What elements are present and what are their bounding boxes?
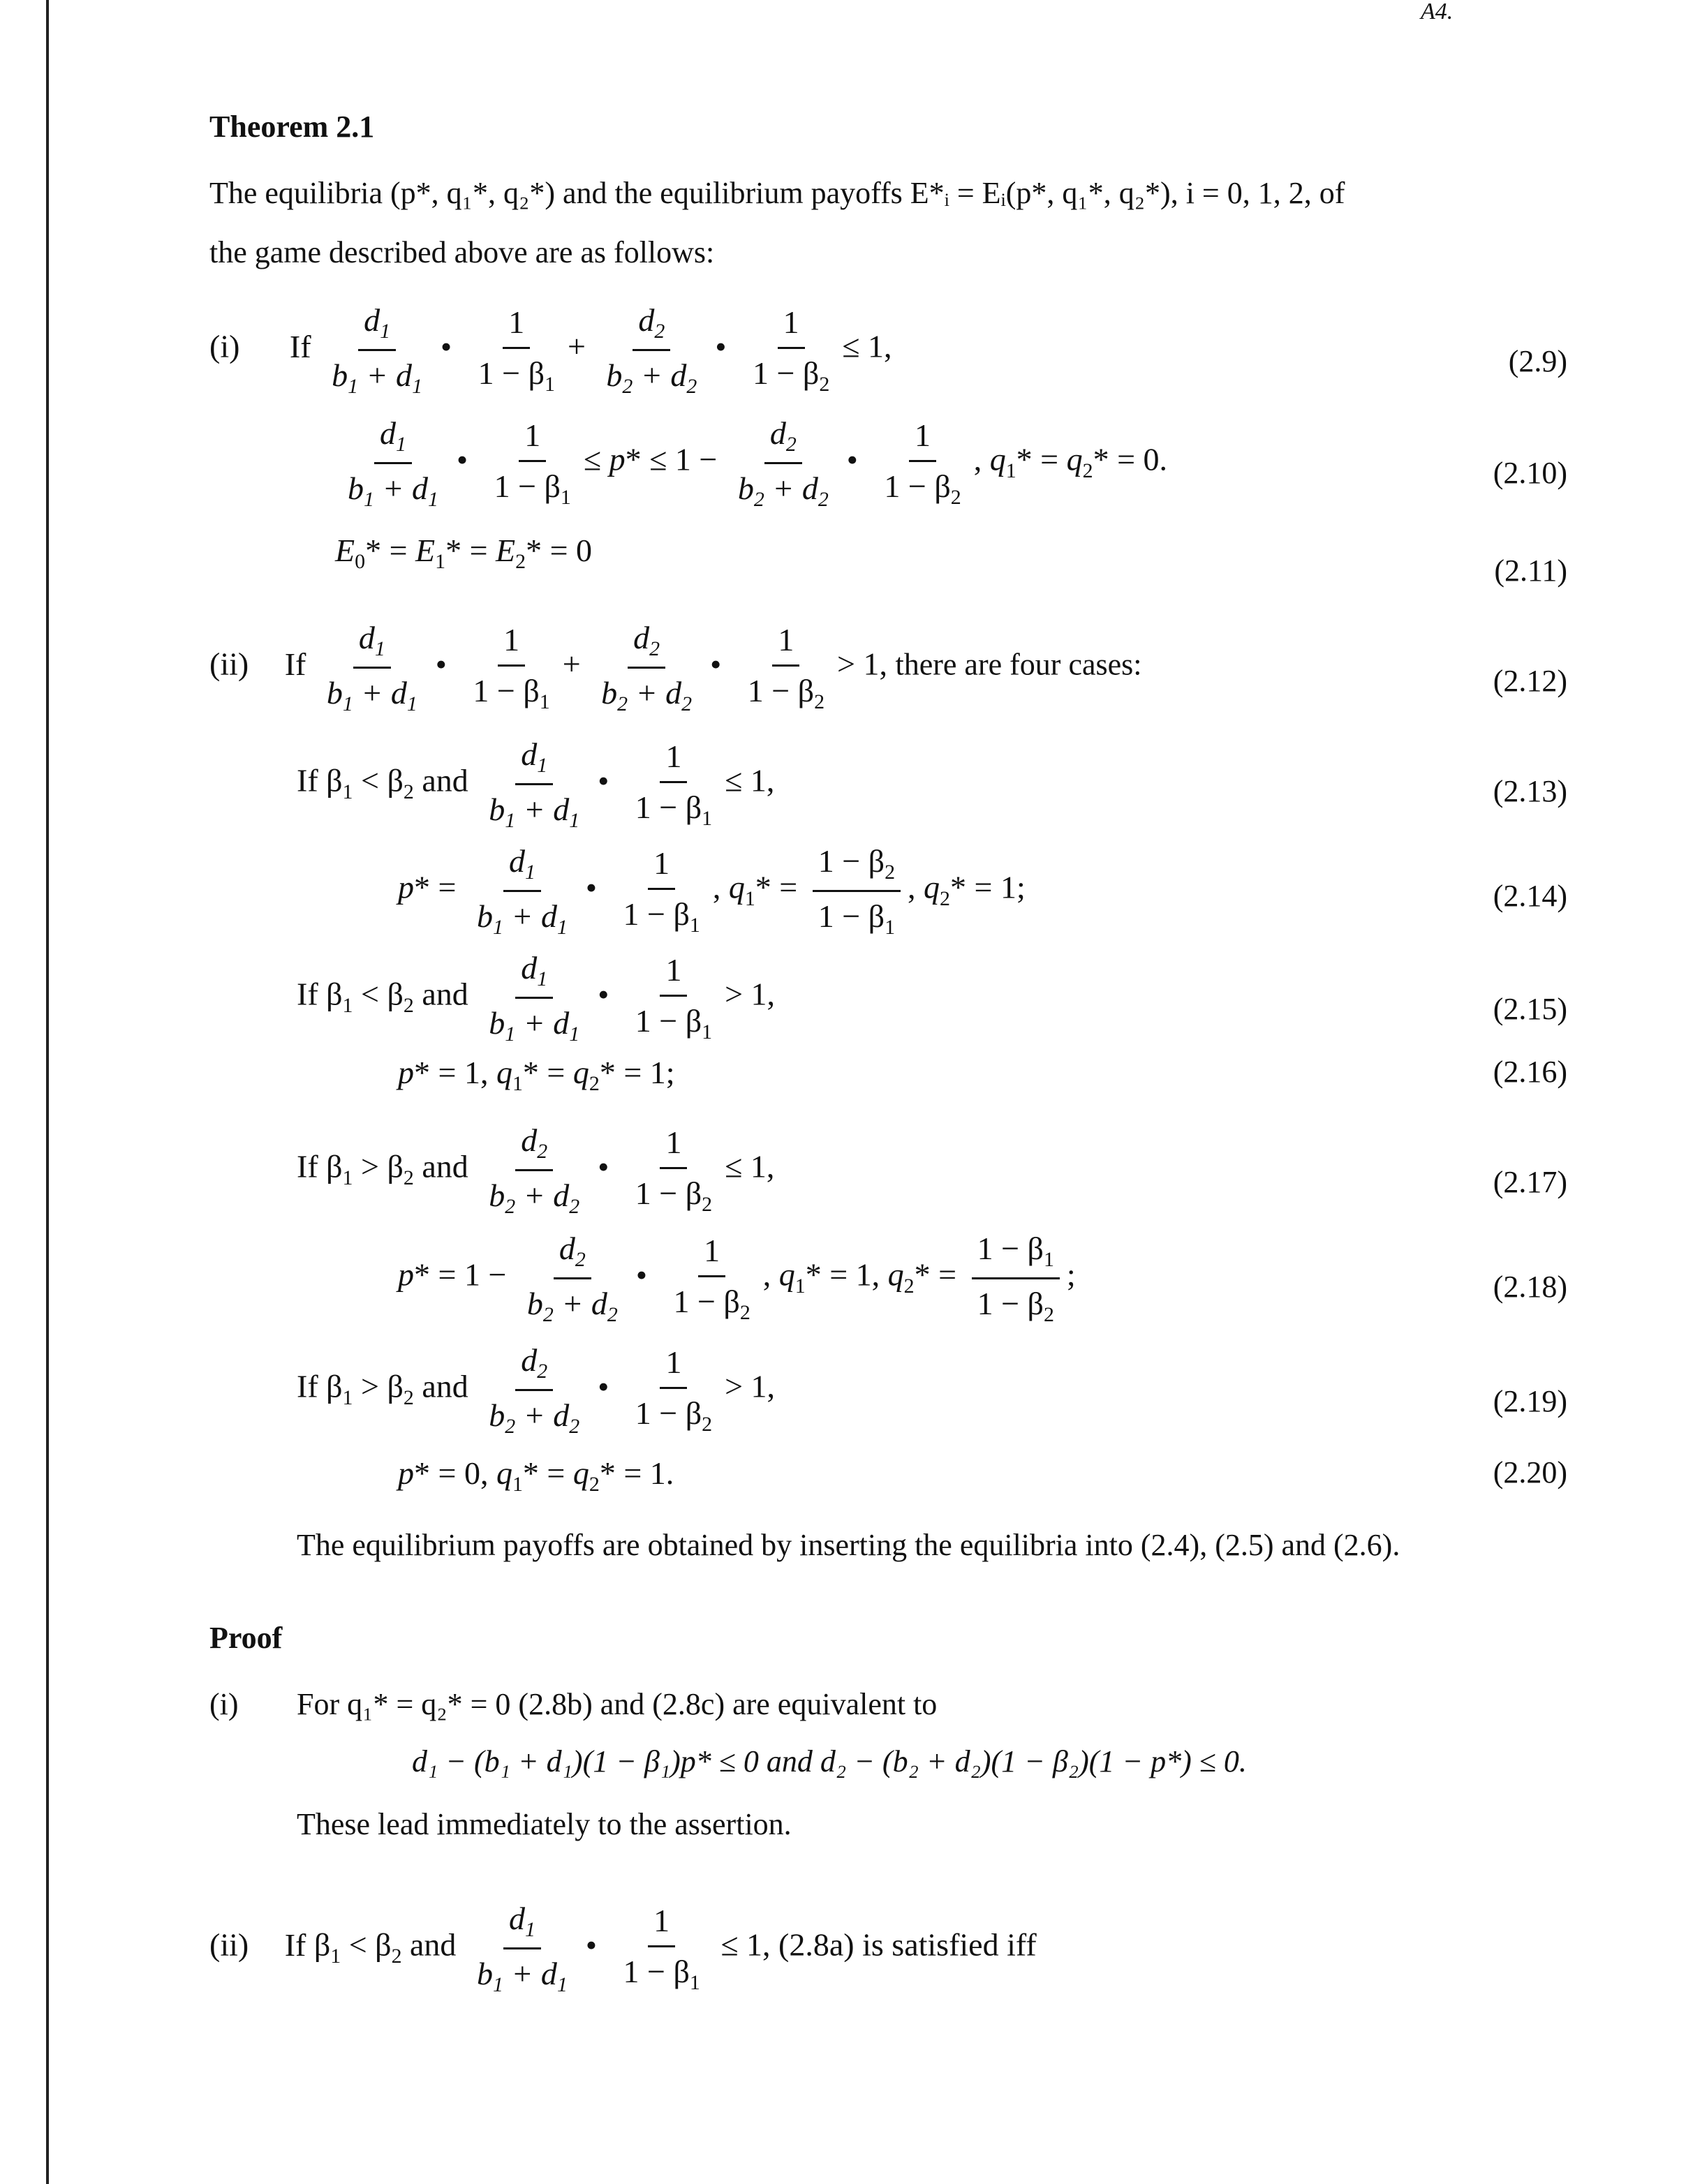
equation-2-12: (ii) If $\frac{d_1}{b_1 + d_1}$ • $\frac{1}{1 - \beta_1}$ + $\frac{d_2}{b_2 + d_2}$ • $\frac{1}{1 - \beta_2}$ > 1, there are four cases:	[209, 618, 1142, 717]
proof-item-ii-tail: ≤ 1, (2.8a) is satisfied iff	[720, 1926, 1037, 1963]
proof-item-ii-label: (ii)	[209, 1926, 249, 1963]
equation-2-20: p* = 0, $q_1* = q_2* = 1$.	[398, 1455, 674, 1496]
page-label: A4.	[1421, 0, 1454, 24]
eq-number: (2.17)	[1493, 1165, 1567, 1199]
equation-2-13: If $\beta_1 < \beta_2$ and $\frac{d_1}{b_1 + d_1}$ • $\frac{1}{1 - \beta_1}$ ≤ 1,	[297, 734, 774, 833]
eq-number: (2.19)	[1493, 1384, 1567, 1418]
equation-2-9: (i) If $\frac{d_1}{b_1 + d_1}$ • $\frac{1}{1 - \beta_1}$ + $\frac{d_2}{b_2 + d_2}$ • $\frac{1}{1 - \beta_2}$ ≤ 1,	[209, 300, 892, 399]
eq-number: (2.20)	[1493, 1455, 1567, 1490]
eq-number: (2.10)	[1493, 456, 1567, 490]
if-word: If	[289, 328, 311, 364]
equation-2-16: p* = 1, $q_1* = q_2* = 1$;	[398, 1055, 675, 1096]
eq-number: (2.13)	[1493, 774, 1567, 808]
eq-number: (2.15)	[1493, 992, 1567, 1026]
proof-item-i-text: For q₁* = q₂* = 0 (2.8b) and (2.8c) are equivalent to	[297, 1687, 938, 1721]
payoffs-note: The equilibrium payoffs are obtained by inserting the equilibria into (2.4), (2.5) and (2.6).	[297, 1528, 1400, 1562]
equation-2-18: p* = 1 − $\frac{d_2}{b_2 + d_2}$ • $\frac{1}{1 - \beta_2}$ , $q_1* = 1$, $q_2*$ = $\frac{1 - \beta_1}{1 - \beta_2}$ ;	[398, 1228, 1076, 1328]
equation-2-15: If $\beta_1 < \beta_2$ and $\frac{d_1}{b_1 + d_1}$ • $\frac{1}{1 - \beta_1}$ > 1,	[297, 948, 775, 1047]
eq-number: (2.18)	[1493, 1270, 1567, 1304]
if-word: If	[284, 646, 306, 682]
equation-2-14: p* = $\frac{d_1}{b_1 + d_1}$ • $\frac{1}{1 - \beta_1}$ , $q_1*$ = $\frac{1 - \beta_2}{1 - \beta_1}$ , $q_2* = 1$;	[398, 841, 1026, 940]
scan-edge-line	[46, 0, 49, 2184]
proof-item-i-conclusion: These lead immediately to the assertion.	[297, 1807, 792, 1841]
eq-number: (2.14)	[1493, 879, 1567, 913]
proof-item-i-label: (i)	[209, 1687, 239, 1721]
theorem-intro-line2: the game described above are as follows:	[209, 235, 715, 269]
equation-2-17: If $\beta_1 > \beta_2$ and $\frac{d_2}{b_2 + d_2}$ • $\frac{1}{1 - \beta_2}$ ≤ 1,	[297, 1120, 774, 1219]
case-ii-label: (ii)	[209, 646, 249, 682]
theorem-title: Theorem 2.1	[209, 110, 375, 144]
eq-number: (2.9)	[1508, 344, 1567, 378]
equation-2-11: $E_0* = E_1* = E_2* = 0$	[335, 533, 593, 574]
four-cases-text: there are four cases:	[895, 647, 1142, 682]
equation-2-19: If $\beta_1 > \beta_2$ and $\frac{d_2}{b_2 + d_2}$ • $\frac{1}{1 - \beta_2}$ > 1,	[297, 1340, 775, 1439]
eq-number: (2.12)	[1493, 664, 1567, 698]
eq-number: (2.11)	[1494, 554, 1567, 588]
proof-item-ii: (ii) If $\beta_1 < \beta_2$ and $\frac{d_1}{b_1 + d_1}$ • $\frac{1}{1 - \beta_1}$ ≤ 1, (2.8a) is satisfied iff	[209, 1899, 1037, 1998]
theorem-intro-line1: The equilibria (p*, q₁*, q₂*) and the equilibrium payoffs E*ᵢ = Eᵢ(p*, q₁*, q₂*), i = 0, 1, 2, of	[209, 176, 1345, 210]
case-i-label: (i)	[209, 328, 240, 364]
proof-title: Proof	[209, 1621, 283, 1655]
equation-2-10: $\frac{d_1}{b_1 + d_1}$ • $\frac{1}{1 - \beta_1}$ ≤ p* ≤ 1 − $\frac{d_2}{b_2 + d_2}$ • $\frac{1}{1 - \beta_2}$ , $q_1* = q_2* = 0$.	[335, 413, 1167, 512]
proof-item-i-formula: d₁ − (b₁ + d₁)(1 − β₁)p* ≤ 0 and d₂ − (b₂ + d₂)(1 − β₂)(1 − p*) ≤ 0.	[412, 1744, 1247, 1778]
eq-number: (2.16)	[1493, 1055, 1567, 1089]
